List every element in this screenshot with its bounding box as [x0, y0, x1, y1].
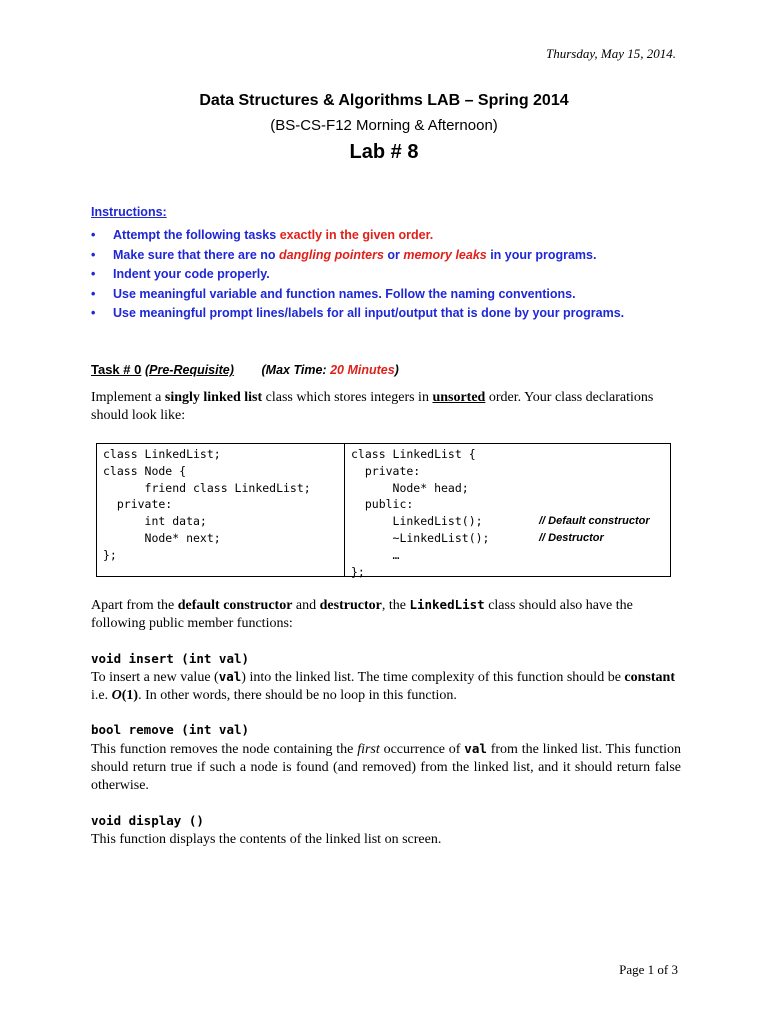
- task-prereq: (Pre-Requisite): [144, 363, 234, 377]
- task-max-time: (Max Time: 20 Minutes): [261, 363, 399, 377]
- document-date: Thursday, May 15, 2014.: [546, 46, 676, 61]
- display-description: This function displays the contents of the linked list on screen.: [91, 832, 442, 847]
- code-comment: // Destructor: [539, 531, 604, 544]
- instruction-text: Make sure that there are no: [113, 247, 280, 262]
- instruction-text: in your programs.: [486, 247, 597, 262]
- member-functions-intro: Apart from the default constructor and destructor, the LinkedList class should also have the following public member functions:: [91, 597, 633, 631]
- instruction-item: [91, 246, 624, 266]
- instructions-heading: Instructions:: [91, 205, 167, 219]
- instruction-item: [91, 285, 624, 305]
- bullet-icon: •: [91, 247, 96, 262]
- instruction-emphasis: dangling pointers: [279, 247, 384, 262]
- instructions-list: [91, 226, 624, 324]
- bullet-icon: •: [91, 228, 96, 242]
- instruction-text: Use meaningful variable and function names. Follow the naming conventions.: [113, 286, 576, 301]
- bullet-icon: •: [91, 286, 96, 301]
- task-label: Task # 0: [91, 362, 142, 377]
- course-title: Data Structures & Algorithms LAB – Spring 2014: [199, 92, 569, 109]
- instruction-text: or: [383, 247, 404, 262]
- display-signature: void display (): [91, 813, 204, 828]
- insert-description: To insert a new value (val) into the linked list. The time complexity of this function should be constant i.e. O(1). In other words, there should be no loop in this function.: [91, 669, 675, 703]
- instruction-text: Indent your code properly.: [113, 267, 270, 281]
- remove-signature: bool remove (int val): [91, 722, 250, 737]
- instruction-text: Attempt the following tasks: [113, 228, 280, 242]
- instruction-item: [91, 265, 624, 285]
- course-subtitle: (BS-CS-F12 Morning & Afternoon): [270, 117, 498, 134]
- code-linkedlist-declaration: class LinkedList { private: Node* head; public: LinkedList(); // Default constructor ~LinkedList(); // Destructor … };: [351, 447, 650, 579]
- code-table: [96, 443, 671, 577]
- bullet-icon: •: [91, 267, 96, 281]
- task-heading: [91, 362, 399, 377]
- remove-description: This function removes the node containing the first occurrence of val from the linked list. This function should return true if such a node is found (and removed) from the linked list, and it should return false otherwise.: [91, 741, 681, 793]
- instruction-emphasis: memory leaks: [403, 247, 487, 262]
- code-comment: // Default constructor: [539, 515, 650, 528]
- insert-signature: void insert (int val): [91, 651, 250, 666]
- instruction-emphasis: exactly in the given order.: [279, 228, 434, 242]
- instruction-item: [91, 226, 624, 246]
- page-number: Page 1 of 3: [619, 962, 678, 977]
- bullet-icon: •: [91, 306, 96, 320]
- task-intro: Implement a singly linked list class which stores integers in unsorted order. Your class declarations should look like:: [91, 390, 654, 423]
- instruction-text: Use meaningful prompt lines/labels for all input/output that is done by your programs.: [113, 306, 625, 320]
- lab-number: Lab # 8: [349, 141, 419, 163]
- instruction-item: [91, 304, 624, 324]
- code-node-declaration: class LinkedList; class Node { friend class LinkedList; private: int data; Node* next; };: [97, 444, 345, 576]
